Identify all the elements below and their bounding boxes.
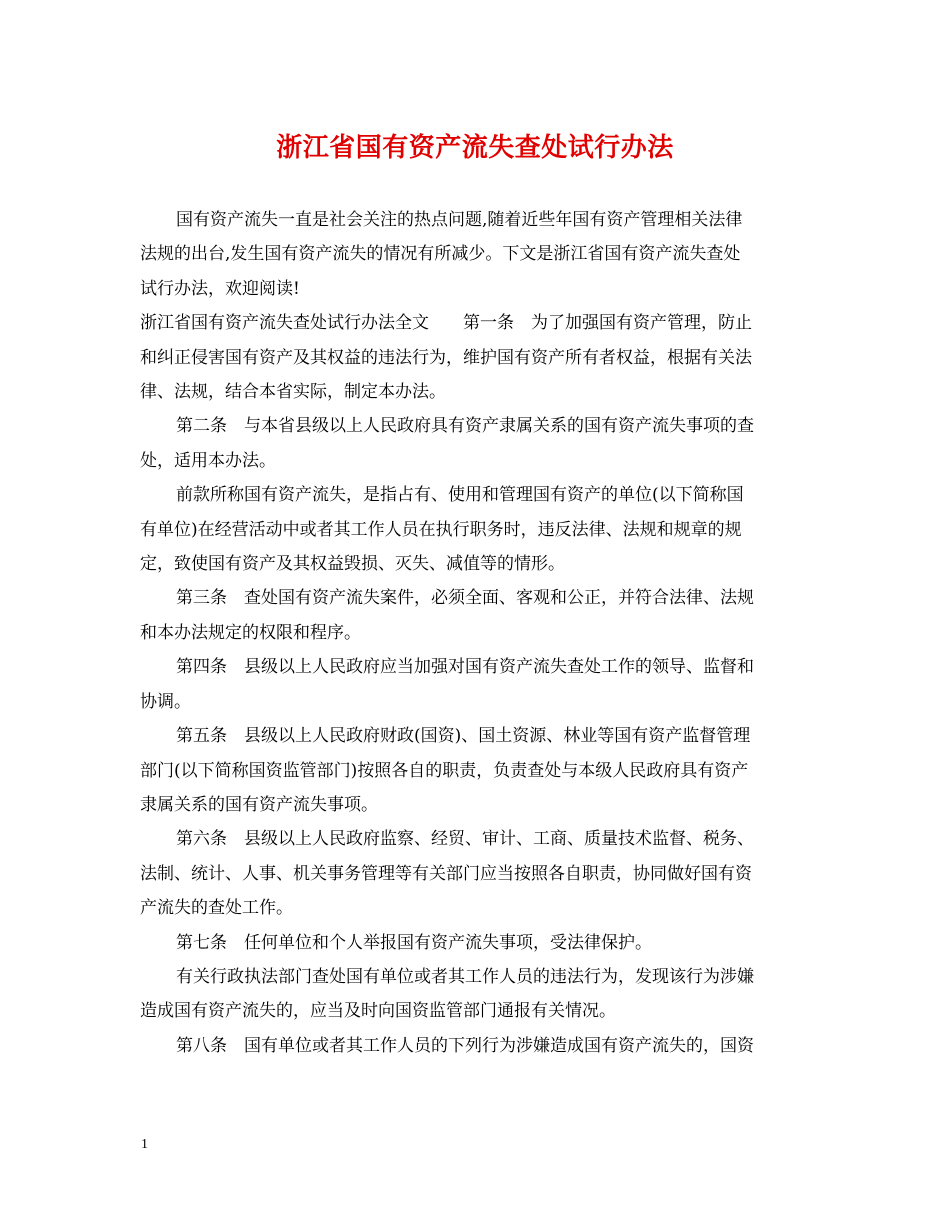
- text-line: 试行办法，欢迎阅读!: [140, 278, 300, 299]
- text-line: 第三条 查处国有资产流失案件，必须全面、客观和公正，并符合法律、法规: [176, 588, 754, 609]
- text-line: 定，致使国有资产及其权益毁损、灭失、减值等的情形。: [140, 554, 565, 575]
- text-line: 浙江省国有资产流失查处试行办法全文 第一条 为了加强国有资产管理，防止: [140, 313, 752, 334]
- article-7-paragraph: [140, 926, 812, 960]
- text-line: 处，适用本办法。: [140, 450, 276, 471]
- text-line: 产流失的查处工作。: [140, 898, 293, 919]
- text-line: 第七条 任何单位和个人举报国有资产流失事项，受法律保护。: [176, 932, 652, 953]
- article-6-paragraph: [140, 822, 812, 925]
- text-line: 律、法规，结合本省实际，制定本办法。: [140, 382, 446, 403]
- text-line: 第二条 与本省县级以上人民政府具有资产隶属关系的国有资产流失事项的查: [176, 416, 754, 437]
- text-line: 有单位)在经营活动中或者其工作人员在执行职务时，违反法律、法规和规章的规: [140, 519, 742, 540]
- text-line: 部门(以下简称国资监管部门)按照各自的职责，负责查处与本级人民政府具有资产: [140, 760, 749, 781]
- article-3-paragraph: [140, 581, 812, 650]
- text-line: 隶属关系的国有资产流失事项。: [140, 794, 378, 815]
- article-2-sub-paragraph: [140, 478, 812, 581]
- text-line: 有关行政执法部门查处国有单位或者其工作人员的违法行为，发现该行为涉嫌: [176, 966, 754, 987]
- document-title: 浙江省国有资产流失查处试行办法: [276, 133, 674, 163]
- article-8-paragraph: [140, 1029, 812, 1063]
- document-body: [140, 203, 812, 1063]
- text-line: 造成国有资产流失的，应当及时向国资监管部门通报有关情况。: [140, 1001, 616, 1022]
- intro-paragraph: [140, 203, 812, 306]
- article-7-sub-paragraph: [140, 960, 812, 1029]
- text-line: 前款所称国有资产流失，是指占有、使用和管理国有资产的单位(以下简称国: [176, 485, 744, 506]
- text-line: 和本办法规定的权限和程序。: [140, 622, 361, 643]
- article-2-paragraph: [140, 409, 812, 478]
- text-line: 第五条 县级以上人民政府财政(国资)、国土资源、林业等国有资产监督管理: [176, 726, 751, 747]
- text-line: 法规的出台,发生国有资产流失的情况有所减少。下文是浙江省国有资产流失查处: [140, 244, 741, 265]
- text-line: 协调。: [140, 691, 191, 712]
- text-line: 第四条 县级以上人民政府应当加强对国有资产流失查处工作的领导、监督和: [176, 657, 754, 678]
- text-line: 国有资产流失一直是社会关注的热点问题,随着近些年国有资产管理相关法律: [176, 210, 743, 230]
- text-line: 和纠正侵害国有资产及其权益的违法行为，维护国有资产所有者权益，根据有关法: [140, 347, 752, 368]
- text-line: 法制、统计、人事、机关事务管理等有关部门应当按照各自职责，协同做好国有资: [140, 863, 752, 884]
- fulltext-paragraph: [140, 306, 812, 409]
- text-line: 第六条 县级以上人民政府监察、经贸、审计、工商、质量技术监督、税务、: [176, 829, 754, 850]
- text-line: 第八条 国有单位或者其工作人员的下列行为涉嫌造成国有资产流失的，国资: [176, 1035, 754, 1056]
- article-5-paragraph: [140, 719, 812, 822]
- article-4-paragraph: [140, 650, 812, 719]
- page-number: 1: [141, 1137, 148, 1152]
